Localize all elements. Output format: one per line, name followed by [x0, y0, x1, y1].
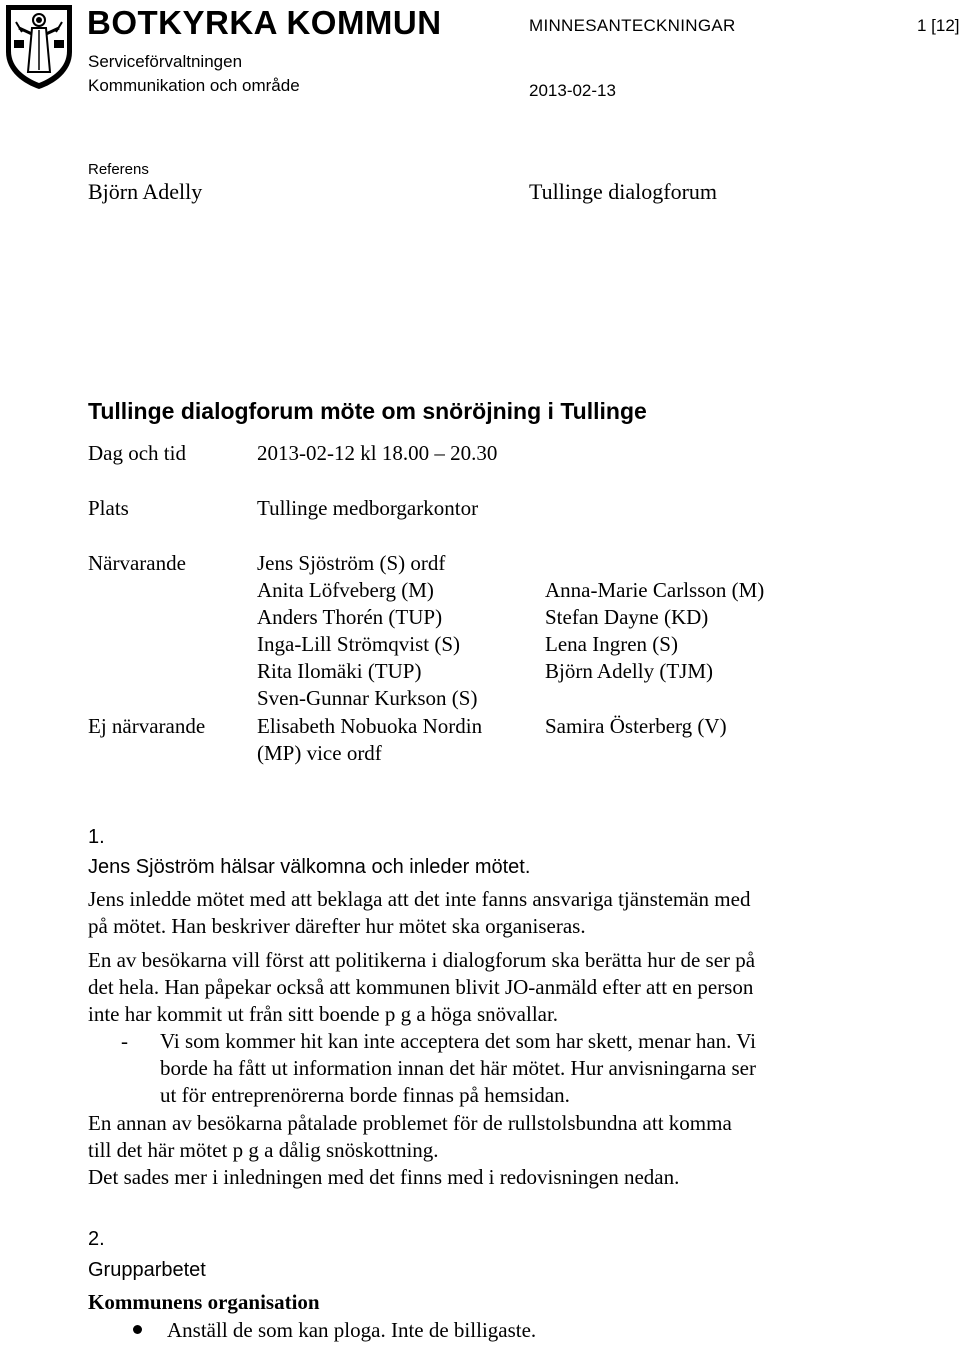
subheading: Kommunens organisation	[88, 1290, 320, 1314]
document-type: MINNESANTECKNINGAR	[529, 16, 736, 35]
absent-member: Elisabeth Nobuoka Nordin	[257, 714, 483, 738]
absent-member: (MP) vice ordf	[257, 741, 382, 765]
present-member: Björn Adelly (TJM)	[545, 659, 713, 683]
present-label: Närvarande	[88, 551, 186, 575]
present-member: Lena Ingren (S)	[545, 632, 678, 656]
document-title: Tullinge dialogforum möte om snöröjning i Tullinge	[88, 398, 647, 424]
absent-member: Samira Österberg (V)	[545, 714, 727, 738]
present-member: Sven-Gunnar Kurkson (S)	[257, 686, 478, 710]
paragraph-line: Det sades mer i inledningen med det finns med i redovisningen nedan.	[88, 1165, 680, 1189]
place-value: Tullinge medborgarkontor	[257, 496, 479, 520]
quote-line: borde ha fått ut information innan det här mötet. Hur anvisningarna ser	[160, 1056, 756, 1080]
reference-name: Björn Adelly	[88, 179, 203, 204]
organization-name: BOTKYRKA KOMMUN	[87, 4, 442, 41]
document-date: 2013-02-13	[529, 81, 616, 100]
paragraph-line: En annan av besökarna påtalade problemet för de rullstolsbundna att komma	[88, 1111, 732, 1135]
quote-line: ut för entreprenörerna borde finnas på hemsidan.	[160, 1083, 570, 1107]
section-number: 2.	[88, 1228, 105, 1250]
time-label: Dag och tid	[88, 441, 186, 465]
bullet-item: Anställ de som kan ploga. Inte de billigaste.	[167, 1318, 537, 1342]
section-heading: Grupparbetet	[88, 1259, 206, 1281]
section-number: 1.	[88, 826, 105, 848]
department-name: Serviceförvaltningen	[88, 52, 243, 71]
present-member: Anita Löfveberg (M)	[257, 578, 434, 602]
present-member: Inga-Lill Strömqvist (S)	[257, 632, 460, 656]
municipality-crest-logo	[2, 2, 76, 90]
present-member: Anders Thorén (TUP)	[257, 605, 443, 629]
paragraph-line: En av besökarna vill först att politikerna i dialogforum ska berätta hur de ser på	[88, 948, 756, 972]
paragraph-line: till det här mötet p g a dålig snöskottning.	[88, 1138, 439, 1162]
present-member: Jens Sjöström (S) ordf	[257, 551, 446, 575]
absent-label: Ej närvarande	[88, 714, 206, 738]
paragraph-line: det hela. Han påpekar också att kommunen blivit JO-anmäld efter att en person	[88, 975, 754, 999]
paragraph-line: inte har kommit ut från sitt boende p g a höga snövallar.	[88, 1002, 559, 1026]
time-value: 2013-02-12 kl 18.00 – 20.30	[257, 441, 498, 465]
present-member: Rita Ilomäki (TUP)	[257, 659, 422, 683]
paragraph-line: Jens inledde mötet med att beklaga att det inte fanns ansvariga tjänstemän med	[88, 887, 751, 911]
forum-name: Tullinge dialogforum	[529, 179, 718, 204]
present-member: Stefan Dayne (KD)	[545, 605, 709, 629]
reference-label: Referens	[88, 161, 149, 178]
dash-marker: -	[121, 1029, 128, 1053]
quote-line: Vi som kommer hit kan inte acceptera det som har skett, menar han. Vi	[160, 1029, 756, 1053]
section-heading: Jens Sjöström hälsar välkomna och inleder mötet.	[88, 856, 531, 878]
present-member: Anna-Marie Carlsson (M)	[545, 578, 765, 602]
place-label: Plats	[88, 496, 129, 520]
paragraph-line: på mötet. Han beskriver därefter hur mötet ska organiseras.	[88, 914, 586, 938]
unit-name: Kommunikation och område	[88, 76, 300, 95]
page-number: 1 [12]	[917, 16, 960, 35]
bullet-icon	[133, 1325, 142, 1334]
